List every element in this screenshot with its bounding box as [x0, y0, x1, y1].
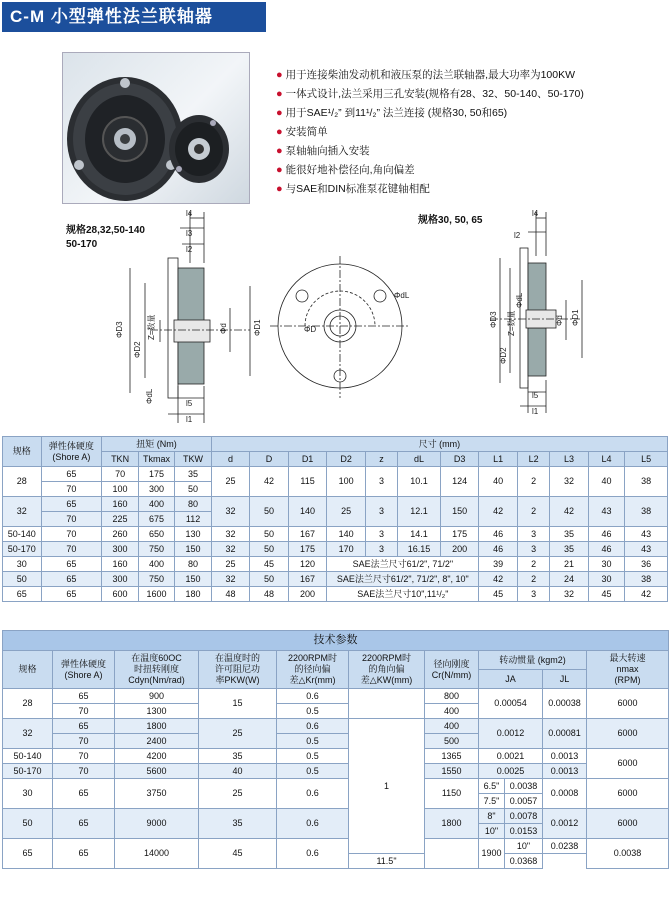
bullet-icon: ●: [276, 88, 283, 100]
col2-jl: JL: [543, 670, 587, 689]
table-row: 28 65 70 175 35 25 42 115 100 3 10.1 124 40 2 32 40 38: [3, 467, 668, 482]
table-row: 11.5" 0.0368: [3, 854, 669, 869]
feature-item: ● 用于SAE¹/₂” 到11¹/₂” 法兰连接 (规格30, 50和65): [276, 107, 508, 119]
dim-D3-right: ΦD3: [489, 311, 498, 328]
col-spec: 规格: [3, 437, 42, 467]
table-row: 50-140 70 260 650 130 32 50 167 140 3 14.1 175 46 3 35 46 43: [3, 527, 668, 542]
dim-dL-front: ΦdL: [394, 291, 410, 300]
bullet-icon: ●: [276, 145, 283, 157]
col2-ja: JA: [479, 670, 543, 689]
col-L4: L4: [588, 452, 624, 467]
col-torque: 扭矩 (Nm): [102, 437, 211, 452]
dimension-table: [2, 436, 668, 602]
dim-dL: ΦdL: [145, 388, 154, 404]
col-D2: D2: [327, 452, 366, 467]
table-row: 32 65 1800 25 0.6 1 400 0.0012 0.00081 6000: [3, 719, 669, 734]
dim-l1: l1: [186, 415, 193, 424]
dim-l4: l4: [186, 209, 193, 218]
dim-Z: Z=数量: [147, 314, 156, 340]
tech-params-title: 技术参数: [3, 631, 669, 651]
bullet-icon: ●: [276, 183, 283, 195]
col-D: D: [250, 452, 289, 467]
col2-hardness: 弹性体硬度 (Shore A): [53, 651, 115, 689]
dim-dL-right: ΦdL: [515, 292, 524, 308]
table-row: 7.5" 0.0057: [3, 794, 669, 809]
col2-cr: 径向刚度 Cr(N/mm): [425, 651, 479, 689]
col2-speed: 最大转速 nmax (RPM): [587, 651, 669, 689]
col2-pkw: 在温度时的 许可阻尼功 率PKW(W): [199, 651, 277, 689]
feature-item: ● 安装简单: [276, 126, 328, 138]
dim-d-right: Φd: [555, 315, 564, 326]
table-row: 70 1300 0.5 400: [3, 704, 669, 719]
col-L3: L3: [550, 452, 589, 467]
col2-angular: 2200RPM时 的角向偏 差△KW(mm): [349, 651, 425, 689]
bullet-icon: ●: [276, 69, 283, 81]
dim-l5: l5: [186, 399, 193, 408]
dim-D1: ΦD1: [253, 319, 262, 336]
table-row: 70 2400 0.5 500: [3, 734, 669, 749]
feature-item: ● 能很好地补偿径向,角向偏差: [276, 164, 415, 176]
col-tkn: TKN: [102, 452, 138, 467]
dim-D2-right: ΦD2: [499, 347, 508, 364]
angular-deviation-cell: 1: [349, 719, 425, 854]
col-tkmax: Tkmax: [138, 452, 174, 467]
table-row: 65 65 14000 45 0.6 1900 10" 0.0238 0.0038: [3, 839, 669, 854]
col-d: d: [211, 452, 250, 467]
product-photo: [62, 52, 250, 204]
table-row: 50 65 300 750 150 32 50 167 SAE法兰尺寸61/2", 71/2", 8", 10" 42 2 24 30 38: [3, 572, 668, 587]
dim-D2: ΦD2: [133, 341, 142, 358]
dim-d: Φd: [219, 323, 228, 334]
col-L5: L5: [625, 452, 668, 467]
dim-l1-right: l1: [532, 407, 539, 416]
dim-D-front: ΦD: [304, 325, 317, 334]
col2-spec: 规格: [3, 651, 53, 689]
table-row: 50-140 70 4200 35 0.5 1365 0.0021 0.0013 6000: [3, 749, 669, 764]
col2-radial: 2200RPM时 的径向偏 差△Kr(mm): [277, 651, 349, 689]
bullet-icon: ●: [276, 107, 283, 119]
dim-l2: l2: [186, 245, 193, 254]
col-D1: D1: [288, 452, 327, 467]
coupling-photo-illustration: [63, 53, 250, 204]
dim-l2-right: l2: [514, 231, 521, 240]
feature-list: [276, 66, 668, 199]
col-hardness: 弹性体硬度 (Shore A): [41, 437, 102, 467]
table-row: 70 100 300 50: [3, 482, 668, 497]
feature-item: ● 一体式设计,法兰采用三孔安装(规格有28、32、50-140、50-170): [276, 88, 584, 100]
col2-cdyn: 在温度60OC 时扭转刚度 Cdyn(Nm/rad): [115, 651, 199, 689]
dim-l3: l3: [186, 229, 193, 238]
col-L2: L2: [517, 452, 549, 467]
right-section-view: [490, 212, 582, 413]
table-row: 65 65 600 1600 180 48 48 200 SAE法兰尺寸10",11¹/₂" 45 3 32 45 42: [3, 587, 668, 602]
right-drawing-spec-label: 规格30, 50, 65: [418, 215, 483, 226]
technical-drawings: [0, 208, 672, 433]
feature-item: ● 泵轴轴向插入安装: [276, 145, 370, 157]
bullet-icon: ●: [276, 126, 283, 138]
dim-l4-right: l4: [532, 209, 539, 218]
table-row: 50-170 70 300 750 150 32 50 175 170 3 16.15 200 46 3 35 46 43: [3, 542, 668, 557]
dim-D3: ΦD3: [115, 321, 124, 338]
col2-inertia: 转动惯量 (kgm2): [479, 651, 587, 670]
col-L1: L1: [479, 452, 518, 467]
table-row: 50-170 70 5600 40 0.5 1550 0.0025 0.0013: [3, 764, 669, 779]
technical-parameters-table: [2, 630, 669, 869]
table-row: 28 65 900 15 0.6 800 0.00054 0.00038 6000: [3, 689, 669, 704]
col-D3: D3: [440, 452, 479, 467]
dim-Z-right: Z=数量: [507, 310, 516, 336]
page-title: C-M 小型弹性法兰联轴器: [2, 2, 266, 32]
feature-item: ● 与SAE和DIN标准泵花键轴相配: [276, 183, 430, 195]
feature-item: ● 用于连接柴油发动机和液压泵的法兰联轴器,最大功率为100KW: [276, 69, 576, 81]
col-dims: 尺寸 (mm): [211, 437, 667, 452]
col-z: z: [365, 452, 397, 467]
table-row: 30 65 160 400 80 25 45 120 SAE法兰尺寸61/2", 71/2" 39 2 21 30 36: [3, 557, 668, 572]
col-dL: dL: [398, 452, 441, 467]
front-view: [270, 256, 410, 398]
dim-D1-right: ΦD1: [571, 309, 580, 326]
table-row: 30 65 3750 25 0.6 1150 6.5" 0.0038 0.0008 6000: [3, 779, 669, 794]
table-row: 50 65 9000 35 0.6 1800 8" 0.0078 0.0012 6000: [3, 809, 669, 824]
table-row: 70 225 675 112: [3, 512, 668, 527]
dim-l5-right: l5: [532, 391, 539, 400]
left-drawing-spec-label: 规格28,32,50-140 50-170: [66, 225, 145, 250]
bullet-icon: ●: [276, 164, 283, 176]
table-row: 10" 0.0153: [3, 824, 669, 839]
table-row: 32 65 160 400 80 32 50 140 25 3 12.1 150 42 2 42 43 38: [3, 497, 668, 512]
col-tkw: TKW: [175, 452, 211, 467]
